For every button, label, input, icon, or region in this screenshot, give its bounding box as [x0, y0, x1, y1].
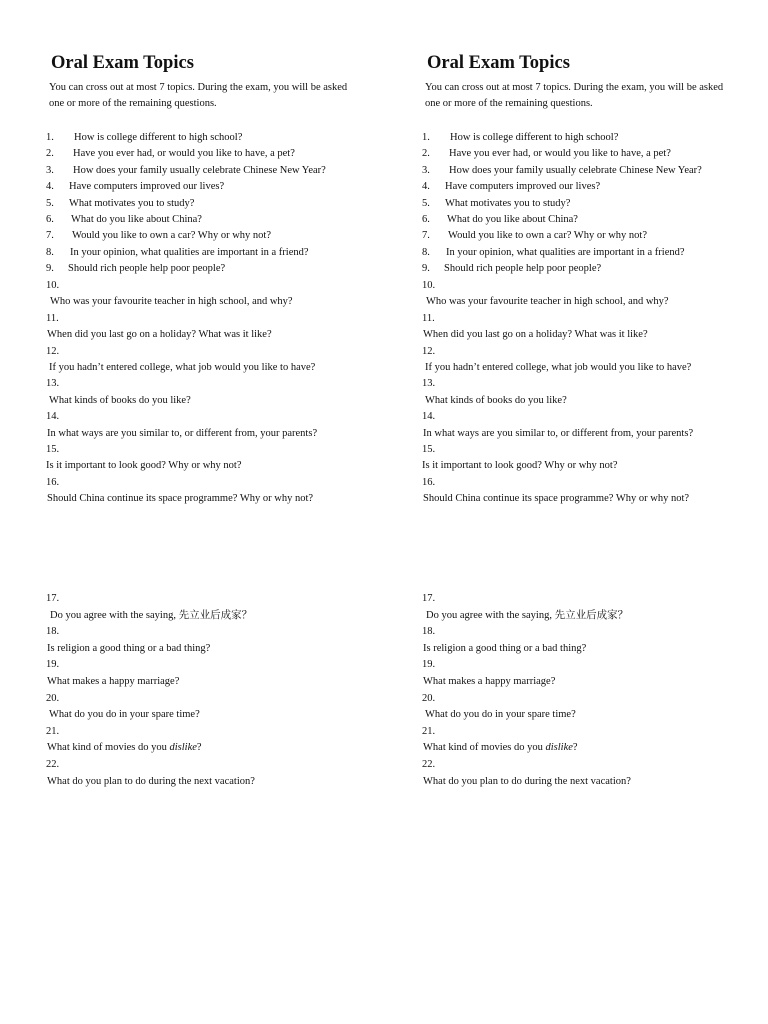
question-text-main: What do you plan to do during the next vacation?: [47, 775, 255, 787]
question-text: Should rich people help poor people?: [68, 263, 226, 275]
question-number: 7.: [46, 230, 54, 242]
question-number: 17.: [422, 593, 436, 604]
question-text: What do you like about China?: [447, 214, 578, 225]
question-number: 4.: [422, 181, 430, 193]
question-text: [47, 675, 179, 689]
question-text: What do you like about China?: [71, 214, 202, 225]
question-number: 20.: [46, 692, 60, 704]
question-text: Should rich people help poor people?: [444, 263, 602, 275]
question-number: 13.: [422, 378, 436, 390]
question-text-main: Is religion a good thing or a bad thing?: [47, 642, 211, 654]
question-number: 18.: [46, 626, 60, 638]
question-text: Should China continue its space programme? Why or why not?: [47, 493, 314, 505]
question-text: Should China continue its space programme? Why or why not?: [423, 493, 690, 505]
question-text: What kinds of books do you like?: [425, 394, 567, 406]
question-emphasis: dislike: [169, 742, 197, 754]
question-text: [47, 741, 202, 755]
question-number: 22.: [46, 759, 60, 770]
question-text: Would you like to own a car? Why or why not?: [448, 230, 647, 242]
question-text-main: What do you plan to do during the next vacation?: [423, 775, 631, 787]
question-number: 9.: [422, 263, 430, 275]
question-text: [425, 708, 576, 722]
question-number: 10.: [46, 280, 60, 291]
question-text-main: What kind of movies do you: [423, 742, 543, 754]
question-text: If you hadn’t entered college, what job would you like to have?: [425, 362, 692, 373]
question-text-main: What makes a happy marriage?: [47, 676, 180, 687]
question-text: How does your family usually celebrate Chinese New Year?: [73, 164, 326, 176]
question-number: 12.: [422, 345, 436, 357]
question-number: 1.: [422, 132, 430, 143]
question-text: [47, 642, 210, 656]
instructions-text: You can cross out at most 7 topics. During the exam, you will be asked one or more of the remaining questions.: [49, 82, 348, 109]
question-number: 5.: [46, 197, 54, 209]
question-number: 2.: [422, 148, 430, 160]
question-text: [50, 609, 252, 623]
question-text: Have computers improved our lives?: [445, 181, 601, 193]
question-text: [426, 609, 628, 623]
question-number: 17.: [46, 593, 60, 604]
question-text: Have you ever had, or would you like to have, a pet?: [449, 148, 671, 160]
page-title: Oral Exam Topics: [427, 53, 570, 73]
question-number: 21.: [422, 725, 436, 737]
question-text: Would you like to own a car? Why or why not?: [72, 230, 271, 242]
question-text: In your opinion, what qualities are important in a friend?: [70, 246, 309, 258]
question-text: If you hadn’t entered college, what job would you like to have?: [49, 362, 316, 373]
question-text: When did you last go on a holiday? What was it like?: [47, 329, 272, 341]
question-text: How is college different to high school?: [450, 132, 619, 143]
question-number: 20.: [422, 692, 436, 704]
question-number: 16.: [422, 476, 436, 488]
question-text: Have computers improved our lives?: [69, 181, 225, 193]
question-number: 18.: [422, 626, 436, 638]
question-number: 13.: [46, 378, 60, 390]
question-number: 22.: [422, 759, 436, 770]
question-text: Have you ever had, or would you like to have, a pet?: [73, 148, 295, 160]
question-text: [423, 675, 555, 689]
question-emphasis: dislike: [545, 742, 573, 754]
question-text: In your opinion, what qualities are important in a friend?: [446, 246, 685, 258]
question-number: 14.: [46, 411, 60, 423]
question-text: What motivates you to study?: [445, 197, 571, 209]
question-number: 8.: [422, 246, 430, 258]
question-text: [49, 708, 200, 722]
question-text: In what ways are you similar to, or different from, your parents?: [423, 427, 694, 439]
instructions-text: You can cross out at most 7 topics. During the exam, you will be asked one or more of the remaining questions.: [425, 82, 724, 109]
question-number: 19.: [46, 659, 60, 671]
question-text-main: What do you do in your spare time?: [49, 709, 200, 721]
question-number: 1.: [46, 132, 54, 143]
question-number: 7.: [422, 230, 430, 242]
question-number: 15.: [46, 444, 60, 455]
question-text: [423, 775, 631, 789]
question-text-main: What kind of movies do you: [47, 742, 167, 754]
question-number: 15.: [422, 444, 436, 455]
question-text: [47, 775, 255, 789]
question-text-main: Is religion a good thing or a bad thing?: [423, 642, 587, 654]
question-text-main: What do you do in your spare time?: [425, 709, 576, 721]
question-text: How does your family usually celebrate Chinese New Year?: [449, 164, 702, 176]
question-text: What motivates you to study?: [69, 197, 195, 209]
question-number: 11.: [46, 312, 59, 324]
question-text: How is college different to high school?: [74, 132, 243, 143]
question-number: 6.: [422, 214, 430, 225]
question-number: 19.: [422, 659, 436, 671]
question-number: 16.: [46, 476, 60, 488]
question-text: Who was your favourite teacher in high school, and why?: [50, 296, 293, 308]
question-number: 10.: [422, 280, 436, 291]
question-number: 4.: [46, 181, 54, 193]
question-number: 3.: [46, 164, 54, 176]
question-text: What kinds of books do you like?: [49, 394, 191, 406]
question-text: Is it important to look good? Why or why not?: [46, 460, 242, 472]
question-number: 6.: [46, 214, 54, 225]
question-text: Is it important to look good? Why or why not?: [422, 460, 618, 472]
question-number: 11.: [422, 312, 435, 324]
question-text: When did you last go on a holiday? What was it like?: [423, 329, 648, 341]
question-number: 12.: [46, 345, 60, 357]
question-text-main: Do you agree with the saying, 先立业后成家？: [426, 609, 629, 621]
question-text: In what ways are you similar to, or different from, your parents?: [47, 427, 318, 439]
question-number: 3.: [422, 164, 430, 176]
question-text-tail: ?: [196, 742, 202, 754]
question-text-tail: ?: [572, 742, 578, 754]
question-text-main: What makes a happy marriage?: [423, 676, 556, 687]
page-title: Oral Exam Topics: [51, 53, 194, 73]
question-text: Who was your favourite teacher in high school, and why?: [426, 296, 669, 308]
question-number: 14.: [422, 411, 436, 423]
question-number: 21.: [46, 725, 60, 737]
question-number: 9.: [46, 263, 54, 275]
question-number: 5.: [422, 197, 430, 209]
question-text: [423, 741, 578, 755]
question-text-main: Do you agree with the saying, 先立业后成家？: [50, 609, 253, 621]
question-number: 8.: [46, 246, 54, 258]
question-number: 2.: [46, 148, 54, 160]
question-text: [423, 642, 586, 656]
